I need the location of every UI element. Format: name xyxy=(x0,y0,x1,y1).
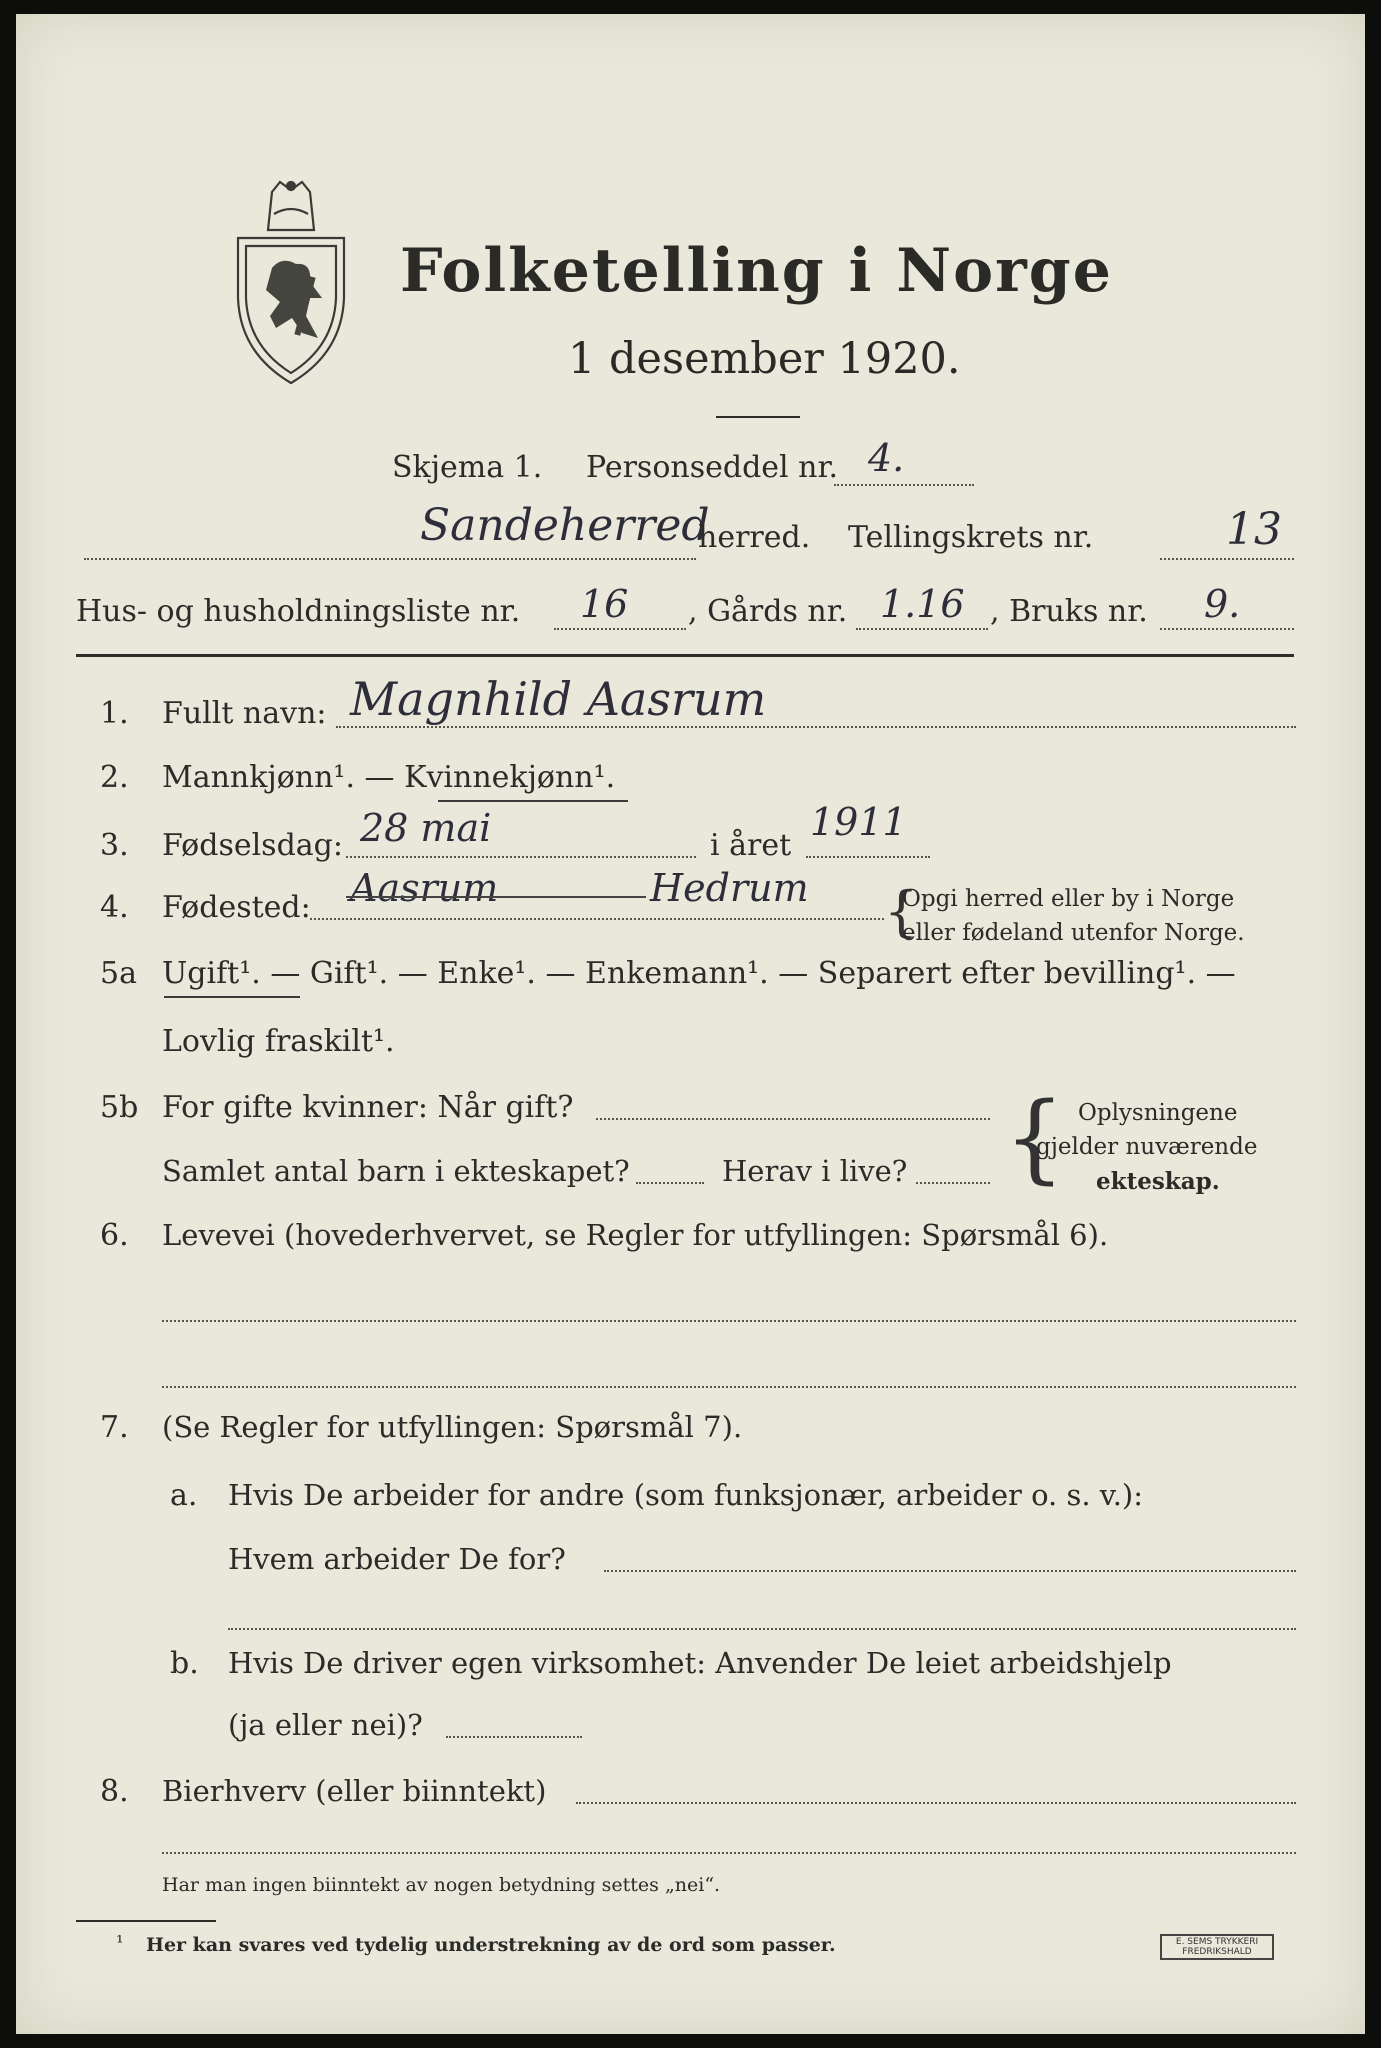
q5a-selected-underline xyxy=(164,996,300,998)
q5b-number: 5b xyxy=(100,1090,139,1125)
q7-label: (Se Regler for utfyllingen: Spørsmål 7). xyxy=(162,1410,743,1444)
hus-label: Hus- og husholdningsliste nr. xyxy=(76,594,521,629)
q4-strikethrough xyxy=(346,896,646,898)
q8-note: Har man ingen biinntekt av nogen betydning settes „nei“. xyxy=(162,1874,721,1896)
printer-stamp: E. SEMS TRYKKERI FREDRIKSHALD xyxy=(1160,1934,1274,1960)
q6-number: 6. xyxy=(100,1218,129,1253)
skjema-label: Skjema 1. xyxy=(392,450,543,485)
footnote-divider xyxy=(76,1920,216,1922)
q4-field-line xyxy=(310,918,884,920)
q4-note-line2: eller fødeland utenfor Norge. xyxy=(902,920,1245,946)
q3-birthday: 28 mai xyxy=(360,806,492,850)
q5b-alive-field-line xyxy=(916,1182,990,1184)
gards-field-line xyxy=(856,628,988,630)
q5b-alive-label: Herav i live? xyxy=(722,1154,908,1188)
q5b-note-line3: ekteskap. xyxy=(1096,1168,1220,1195)
q7a-letter: a. xyxy=(170,1478,198,1513)
q3-number: 3. xyxy=(100,828,129,863)
q6-field-line-1 xyxy=(162,1320,1296,1322)
q5b-married-field-line xyxy=(596,1118,990,1120)
q8-number: 8. xyxy=(100,1774,129,1809)
gards-value: 1.16 xyxy=(880,582,965,626)
header-divider xyxy=(76,654,1294,657)
herred-value: Sandeherred xyxy=(420,500,710,551)
q8-label: Bierhverv (eller biinntekt) xyxy=(162,1774,547,1808)
hus-field-line xyxy=(554,628,686,630)
title-divider xyxy=(716,416,800,418)
q7b-letter: b. xyxy=(170,1646,199,1681)
q5b-children-count: Samlet antal barn i ekteskapet? xyxy=(162,1154,630,1188)
q4-bracket: { xyxy=(884,880,919,943)
bruks-value: 9. xyxy=(1204,582,1241,626)
personseddel-label: Personseddel nr. xyxy=(586,450,839,485)
q4-birthplace: Hedrum xyxy=(650,866,809,910)
personseddel-value: 4. xyxy=(868,436,905,480)
q7b-yes-no-label: (ja eller nei)? xyxy=(228,1708,423,1742)
q7a-text: Hvis De arbeider for andre (som funksjonær, arbeider o. s. v.): xyxy=(228,1478,1144,1512)
q7a-field-line-2 xyxy=(228,1628,1296,1630)
q4-note-line1: Opgi herred eller by i Norge xyxy=(902,886,1235,912)
form-title: Folketelling i Norge xyxy=(400,236,1113,306)
q8-field-line-2 xyxy=(162,1852,1296,1854)
coat-of-arms-icon xyxy=(232,178,350,388)
q7a-employer-label: Hvem arbeider De for? xyxy=(228,1542,566,1576)
tellingskrets-label: Tellingskrets nr. xyxy=(848,520,1094,555)
q4-birthplace-struck: Aasrum xyxy=(350,866,499,910)
q2-number: 2. xyxy=(100,760,129,795)
gards-label: , Gårds nr. xyxy=(688,594,848,629)
q5b-children-field-line xyxy=(636,1182,704,1184)
bruks-label: , Bruks nr. xyxy=(990,594,1148,629)
q7-number: 7. xyxy=(100,1410,129,1445)
q5b-bracket: { xyxy=(1004,1082,1066,1194)
q1-full-name: Magnhild Aasrum xyxy=(350,672,767,726)
census-date: 1 desember 1920. xyxy=(568,334,961,384)
q1-field-line xyxy=(336,726,1296,728)
q3-birth-year: 1911 xyxy=(810,800,907,844)
tellingskrets-field-line xyxy=(1160,558,1294,560)
footnote-text: Her kan svares ved tydelig understrekning av de ord som passer. xyxy=(146,1934,836,1956)
q5b-married-when: For gifte kvinner: Når gift? xyxy=(162,1090,574,1125)
bruks-field-line xyxy=(1160,628,1294,630)
footnote-mark: ¹ xyxy=(116,1932,124,1954)
q5b-note-line1: Oplysningene xyxy=(1078,1100,1238,1126)
q2-selected-underline xyxy=(438,800,628,802)
q1-number: 1. xyxy=(100,696,129,731)
q5b-note-line2: gjelder nuværende xyxy=(1036,1134,1258,1160)
q3-year-label: i året xyxy=(710,828,792,863)
q3-year-field-line xyxy=(806,856,930,858)
q6-field-line-2 xyxy=(162,1386,1296,1388)
q3-field-line xyxy=(346,856,696,858)
personseddel-field-line xyxy=(834,484,974,486)
q7b-text: Hvis De driver egen virksomhet: Anvender De leiet arbeidshjelp xyxy=(228,1646,1172,1680)
q1-label: Fullt navn: xyxy=(162,696,327,731)
hus-value: 16 xyxy=(580,582,629,626)
q2-sex-options: Mannkjønn¹. — Kvinnekjønn¹. xyxy=(162,760,616,795)
q6-occupation-label: Levevei (hovederhvervet, se Regler for utfyllingen: Spørsmål 6). xyxy=(162,1218,1109,1252)
q5a-number: 5a xyxy=(100,956,137,991)
q5a-marital-options: Ugift¹. — Gift¹. — Enke¹. — Enkemann¹. — Separert efter bevilling¹. — xyxy=(162,956,1236,991)
q7a-field-line-1 xyxy=(604,1570,1296,1572)
herred-label: herred. xyxy=(698,520,811,555)
q8-field-line-1 xyxy=(576,1802,1296,1804)
q3-label: Fødselsdag: xyxy=(162,828,343,863)
herred-field-line xyxy=(84,558,696,560)
q7b-field-line xyxy=(446,1736,582,1738)
q4-label: Fødested: xyxy=(162,890,311,925)
q4-number: 4. xyxy=(100,890,129,925)
tellingskrets-value: 13 xyxy=(1226,504,1282,555)
q5a-marital-options-cont: Lovlig fraskilt¹. xyxy=(162,1024,395,1059)
